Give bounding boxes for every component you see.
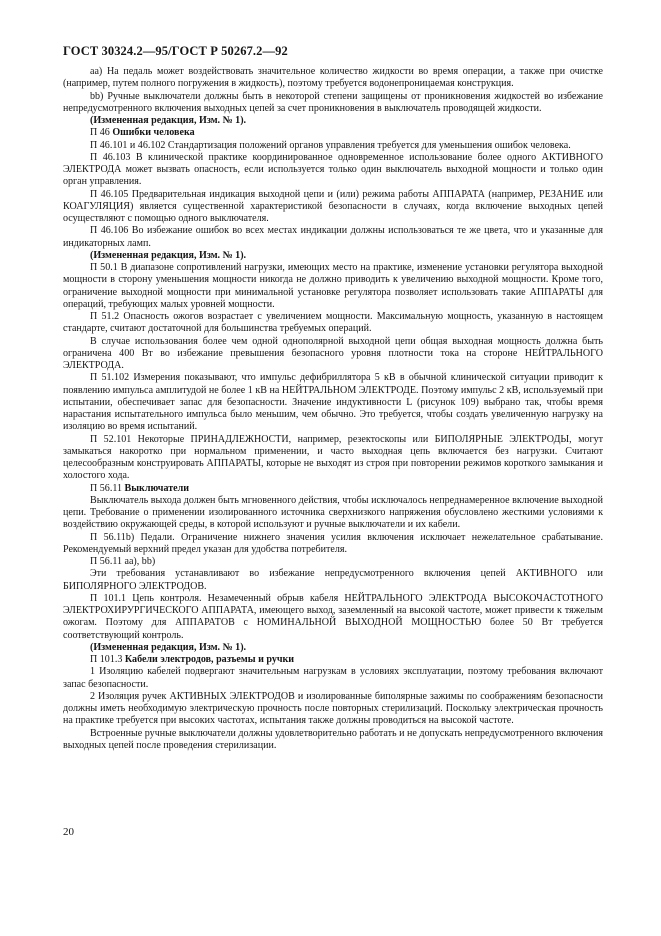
paragraph: П 46.105 Предварительная индикация выходной цепи и (или) режима работы АППАРАТА (например, РЕЗАНИЕ или КОАГУЛЯЦИЯ) является существенной характеристикой безопасности в случаях, когда включение выходных цепей осуществляют с помощью одного выключателя.: [63, 188, 603, 224]
paragraph: П 51.102 Измерения показывают, что импульс дефибриллятора 5 кВ в обычной клинической ситуации приводит к появлению импульса амплитудой не более 1 кВ на НЕЙТРАЛЬНОМ ЭЛЕКТРОДЕ. Поэтому импульс 2 кВ, используемый при испытании, обеспечивает запас для безопасности. Значение индуктивности L (рисунок 109) выбрано так, чтобы время нарастания испытательного импульса было меньшим, чем обычно. Это требуется, чтобы создать увеличенную нагрузку на изоляцию во время испытаний.: [63, 372, 603, 433]
section-heading: [63, 654, 603, 666]
paragraph: Выключатель выхода должен быть мгновенного действия, чтобы исключалось непреднамеренное включение выходной цепи. Требование о применении изолированного источника сверхнизкого напряжения обусловлено жесткими условиями к воздействию окружающей среды, в которой используют и ручные выключатели и их кабели.: [63, 494, 603, 531]
section-heading: [63, 127, 603, 139]
paragraph: аа) На педаль может воздействовать значительное количество жидкости во время операции, а также при очистке (например, путем полного погружения в жидкость), поэтому требуется водонепроницаемая конструкция.: [63, 66, 603, 90]
amendment-note: (Измененная редакция, Изм. № 1).: [90, 641, 247, 653]
paragraph: П 56.11 аа), bb): [90, 556, 156, 567]
section-number: П 101.3: [90, 654, 125, 665]
paragraph: П 101.1 Цепь контроля. Незамеченный обрыв кабеля НЕЙТРАЛЬНОГО ЭЛЕКТРОДА ВЫСОКОЧАСТОТНОГО ЭЛЕКТРОХИРУРГИЧЕСКОГО АППАРАТА, имеющего выход, заземленный на высокой частоте, может привести к тяжелым ожогам. Поэтому для АППАРАТОВ с НОМИНАЛЬНОЙ ВЫХОДНОЙ МОЩНОСТЬЮ более 50 Вт требуется соответствующий контроль.: [63, 592, 603, 641]
paragraph: П 56.11b) Педали. Ограничение нижнего значения усилия включения исключает нежелательное срабатывание. Рекомендуемый верхний предел указан для удобства потребителя.: [63, 531, 603, 555]
section-number: П 46: [90, 127, 113, 139]
paragraph: П 52.101 Некоторые ПРИНАДЛЕЖНОСТИ, например, резектоскопы или БИПОЛЯРНЫЕ ЭЛЕКТРОДЫ, могут замыкаться накоротко при нормальном применении, и часто выходная цепь включается без нагрузки. Считают целесообразным конструировать АППАРАТЫ, которые не выходят из строя при повторении режимов короткого замыкания и холостого хода.: [63, 433, 603, 482]
section-number: П 56.11: [90, 482, 125, 494]
section-title: Выключатели: [124, 482, 190, 494]
section-title: Ошибки человека: [112, 127, 195, 139]
paragraph: П 51.2 Опасность ожогов возрастает с увеличением мощности. Максимальную мощность, указанную в настоящем стандарте, считают достаточной для большинства требуемых операций.: [63, 311, 603, 335]
paragraph: Встроенные ручные выключатели должны удовлетворительно работать и не допускать непредусмотренного включения выходных цепей после проведения стерилизации.: [63, 727, 603, 751]
paragraph: Эти требования устанавливают во избежание непредусмотренного включения цепей АКТИВНОГО или БИПОЛЯРНОГО ЭЛЕКТРОДОВ.: [63, 568, 603, 592]
paragraph: П 46.106 Во избежание ошибок во всех местах индикации должны использоваться те же цвета, что и указанные для индикаторных ламп.: [63, 225, 603, 249]
paragraph: П 50.1 В диапазоне сопротивлений нагрузки, имеющих место на практике, изменение установки регулятора выходной мощности в сторону уменьшения мощности никогда не должно приводить к увеличению выходной мощности. Кроме того, ограничение выходной мощности при минимальной установке регулятора позволяет использовать такие АППАРАТЫ для операций, требующих малых уровней мощности.: [63, 262, 603, 310]
page-header: ГОСТ 30324.2—95/ГОСТ Р 50267.2—92: [63, 44, 288, 58]
amendment-note: (Измененная редакция, Изм. № 1).: [90, 115, 247, 126]
paragraph: П 46.103 В клинической практике координированное одновременное использование более одного АКТИВНОГО ЭЛЕКТРОДА может вызвать опасность, если используется только один выключатель выходной мощности и только один орган управления.: [63, 151, 603, 188]
page-number: 20: [63, 826, 74, 838]
paragraph: П 46.101 и 46.102 Стандартизация положений органов управления требуется для уменьшения ошибок человека.: [90, 139, 571, 151]
section-title: Кабели электродов, разъемы и ручки: [124, 654, 295, 665]
document-body: [63, 66, 603, 752]
section-heading: [63, 483, 603, 495]
amendment-note: (Измененная редакция, Изм. № 1).: [90, 249, 247, 261]
paragraph: 1 Изоляцию кабелей подвергают значительным нагрузкам в условиях эксплуатации, поэтому требования включают запас безопасности.: [63, 666, 603, 690]
paragraph: bb) Ручные выключатели должны быть в некоторой степени защищены от проникновения жидкостей во избежание непредусмотренного включения выходных цепей за счет проникновения в выключатель проводящей жидкости.: [63, 90, 603, 114]
paragraph: В случае использования более чем одной однополярной выходной цепи общая выходная мощность должна быть ограничена 400 Вт во избежание превышения безопасного уровня плотности тока на стороне НЕЙТРАЛЬНОГО ЭЛЕКТРОДА.: [63, 335, 603, 371]
paragraph: 2 Изоляция ручек АКТИВНЫХ ЭЛЕКТРОДОВ и изолированные биполярные зажимы по соображениям безопасности должны иметь необходимую электрическую прочность после повторных стерилизаций. Поскольку электрическая прочность на практике требуется при высоких частотах, испытания также должны проводиться на высокой частоте.: [63, 690, 603, 727]
